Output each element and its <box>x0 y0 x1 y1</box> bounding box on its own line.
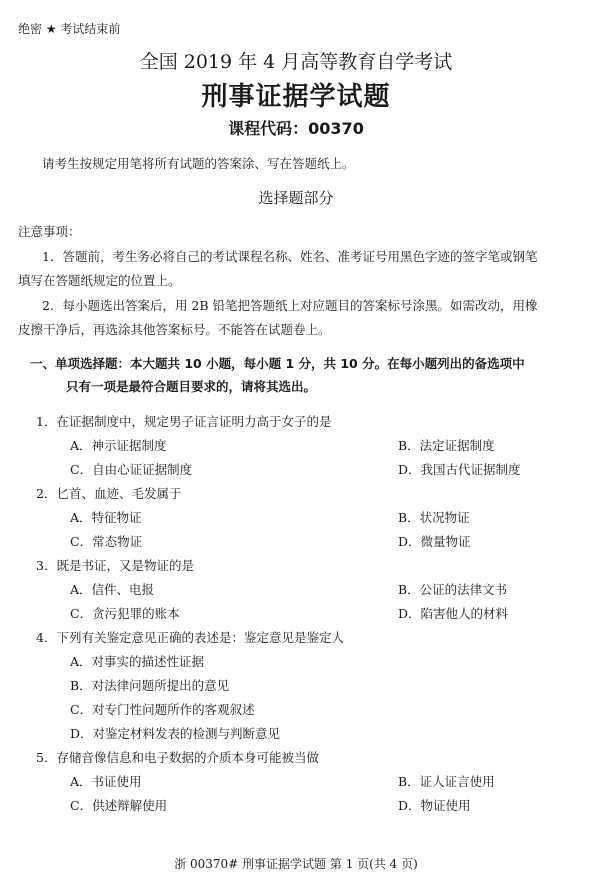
question-2-option-c: C．常态物证 <box>70 534 143 549</box>
question-4-option-d: D．对鉴定材料发表的检测与判断意见 <box>70 726 281 741</box>
question-4-stem: 4．下列有关鉴定意见正确的表述是：鉴定意见是鉴定人 <box>36 630 344 645</box>
question-4-option-c: C．对专门性问题所作的客观叙述 <box>70 702 255 717</box>
question-1-option-d: D．我国古代证据制度 <box>398 462 521 477</box>
question-4-option-b: B．对法律问题所提出的意见 <box>70 678 230 693</box>
question-1-option-b: B．法定证据制度 <box>398 438 495 453</box>
question-1-option-c: C．自由心证证据制度 <box>70 462 193 477</box>
question-3-stem: 3．既是书证，又是物证的是 <box>36 558 194 573</box>
question-5-option-b: B．证人证言使用 <box>398 774 495 789</box>
exam-title: 全国 2019 年 4 月高等教育自学考试 <box>139 51 453 73</box>
note-item-2-line-1: 2．每小题选出答案后，用 2B 铅笔把答题纸上对应题目的答案标号涂黑。如需改动，用橡 <box>42 298 538 313</box>
question-4-option-a: A．对事实的描述性证据 <box>70 654 205 669</box>
question-1-stem: 1．在证据制度中，规定男子证言证明力高于女子的是 <box>36 414 332 429</box>
question-2-option-d: D．微量物证 <box>398 534 471 549</box>
question-5-option-c: C．供述辩解使用 <box>70 798 168 813</box>
course-code: 课程代码：00370 <box>228 119 364 138</box>
question-5-option-a: A．书证使用 <box>70 774 142 789</box>
question-5-stem: 5．存储音像信息和电子数据的介质本身可能被当做 <box>36 750 319 765</box>
confidential-label: 绝密 ★ 考试结束前 <box>18 22 121 36</box>
question-5-option-d: D．物证使用 <box>398 798 471 813</box>
question-2-stem: 2．匕首、血迹、毛发属于 <box>36 486 182 501</box>
question-1-option-a: A．神示证据制度 <box>70 438 167 453</box>
question-3-option-d: D．陷害他人的材料 <box>398 606 509 621</box>
question-2-option-a: A．特征物证 <box>70 510 142 525</box>
question-3-option-b: B．公证的法律文书 <box>398 582 508 597</box>
section-title: 选择题部分 <box>258 189 334 207</box>
part-one-heading: 一、单项选择题：本大题共 10 小题，每小题 1 分，共 10 分。在每小题列出的备选项中 <box>30 356 525 371</box>
notes-heading: 注意事项： <box>18 224 81 239</box>
note-item-1-line-2: 填写在答题纸规定的位置上。 <box>18 273 181 288</box>
part-one-heading-line-2: 只有一项是最符合题目要求的，请将其选出。 <box>66 379 317 394</box>
answer-instruction: 请考生按规定用笔将所有试题的答案涂、写在答题纸上。 <box>42 156 355 171</box>
note-item-2-line-2: 皮擦干净后，再选涂其他答案标号。不能答在试题卷上。 <box>18 322 331 337</box>
question-3-option-a: A．信件、电报 <box>70 582 155 597</box>
page-footer: 浙 00370# 刑事证据学试题 第 1 页(共 4 页) <box>174 857 418 871</box>
question-3-option-c: C．贪污犯罪的账本 <box>70 606 180 621</box>
note-item-1-line-1: 1．答题前，考生务必将自己的考试课程名称、姓名、准考证号用黑色字迹的签字笔或钢笔 <box>42 249 538 264</box>
question-2-option-b: B．状况物证 <box>398 510 470 525</box>
subject-title: 刑事证据学试题 <box>201 82 391 112</box>
